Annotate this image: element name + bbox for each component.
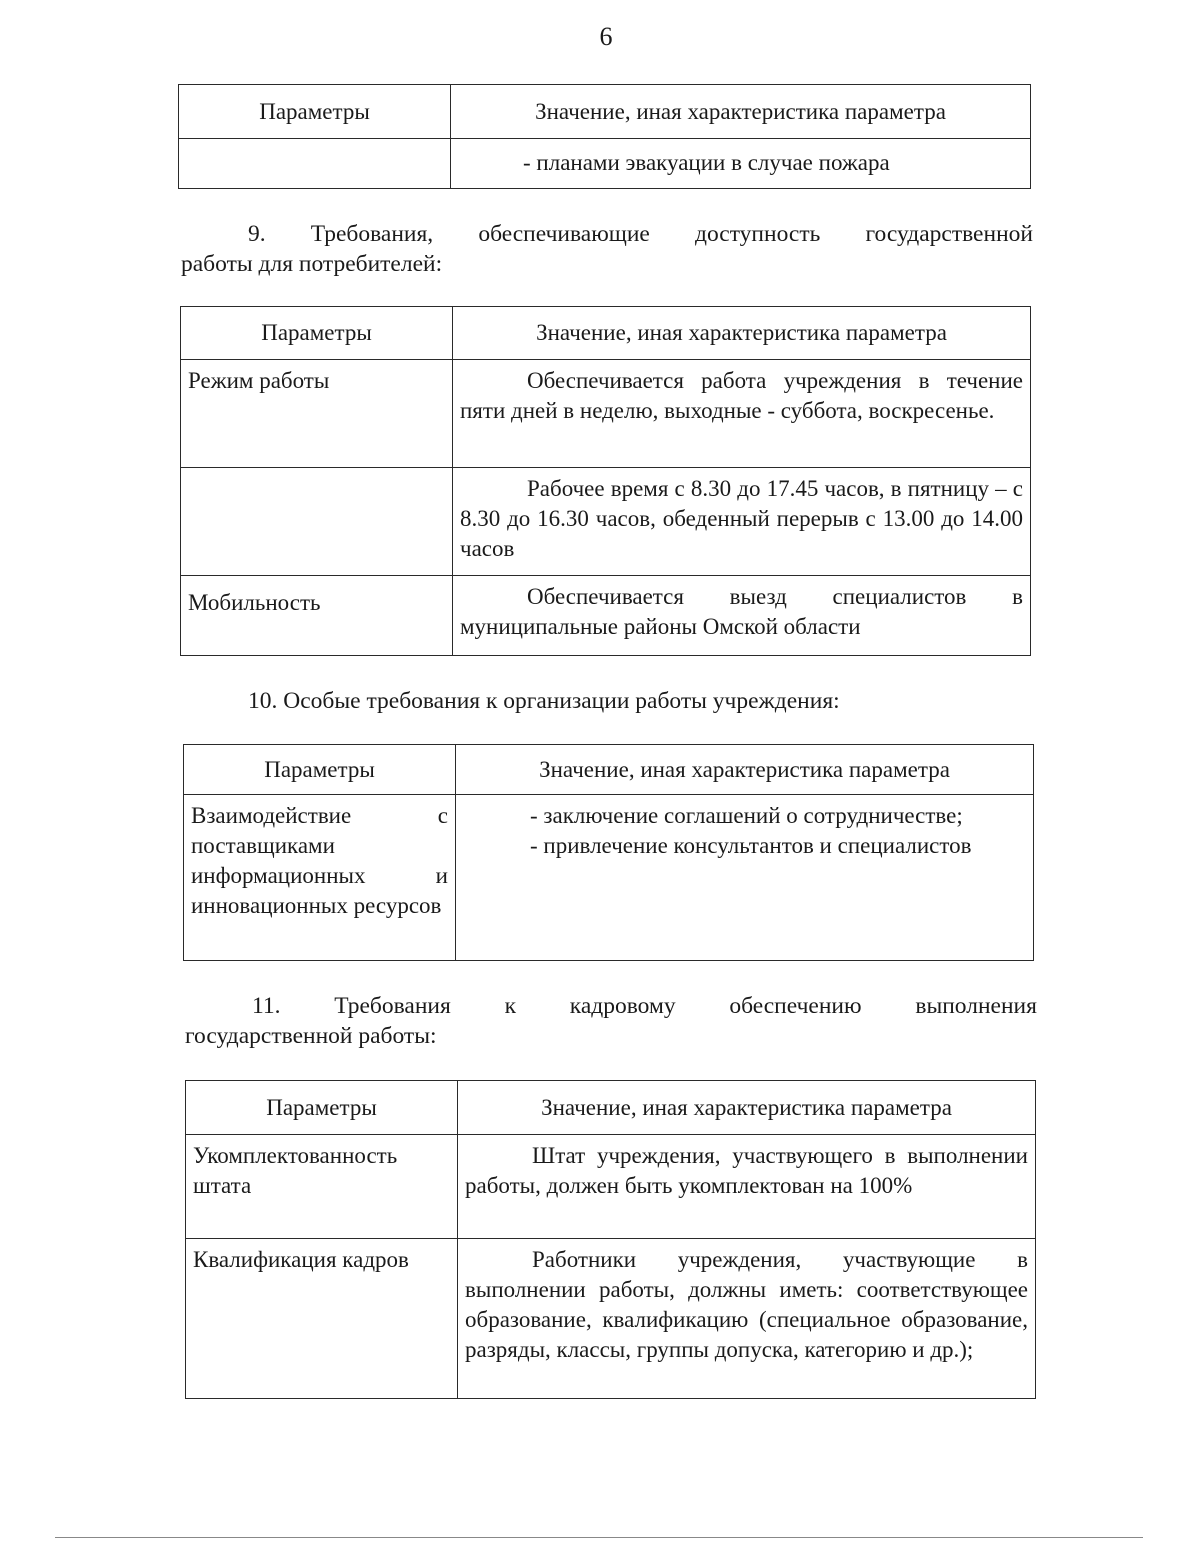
table-row [181,360,1031,468]
header-value: Значение, иная характеристика параметра [451,85,1031,139]
value-cell [456,795,1034,961]
header-value: Значение, иная характеристика параметра [458,1081,1036,1135]
table-row [186,1239,1036,1399]
header-params: Параметры [184,745,456,795]
header-value: Значение, иная характеристика параметра [456,745,1034,795]
param-cell [181,576,453,656]
table-row [179,139,1031,189]
heading-word: государственной [865,221,1033,247]
value-cell: Обеспечивается выезд специалистов в муниципальные районы Омской области [453,576,1031,656]
table-staffing [185,1080,1036,1399]
heading-line-2: государственной работы: [185,1023,437,1049]
table-row [181,576,1031,656]
table-header-row [186,1081,1036,1135]
value-cell [451,139,1031,189]
header-params: Параметры [179,85,451,139]
value-text: - планами эвакуации в случае пожара [523,149,890,175]
section-11-heading [185,991,1037,1051]
value-item: - заключение соглашений о сотрудничестве; [530,803,963,828]
value-cell: Обеспечивается работа учреждения в течение пяти дней в неделю, выходные - суббота, воскресенье. [453,360,1031,468]
table-row [184,795,1034,961]
table-continued [178,84,1031,189]
header-value: Значение, иная характеристика параметра [453,307,1031,360]
table-row [186,1135,1036,1239]
heading-word: кадровому [569,993,676,1019]
heading-word: 11. [252,993,281,1019]
table-special-requirements [183,744,1034,961]
heading-word: доступность [695,221,821,247]
heading-line-1: 10. Особые требования к организации работы учреждения: [248,688,840,714]
table-header-row [184,745,1034,795]
param-cell: Режим работы [181,360,453,468]
page-number: 6 [599,22,613,51]
header-params: Параметры [181,307,453,360]
param-cell: Взаимодействие с поставщиками информационных и инновационных ресурсов [184,795,456,961]
param-cell: Укомплектованность штата [186,1135,458,1239]
table-header-row [181,307,1031,360]
heading-word: выполнения [915,993,1037,1019]
heading-word: Требования, [310,221,434,247]
bottom-divider [55,1537,1143,1538]
value-cell: Рабочее время с 8.30 до 17.45 часов, в пятницу – с 8.30 до 16.30 часов, обеденный перерыв с 13.00 до 14.00 часов [453,468,1031,576]
heading-word: 9. [248,221,266,247]
heading-line-2: работы для потребителей: [181,251,443,277]
section-10-heading [181,686,1033,716]
param-cell: Квалификация кадров [186,1239,458,1399]
value-cell: Работники учреждения, участвующие в выполнении работы, должны иметь: соответствующее образование, квалификацию (специальное образование, разряды, классы, группы допуска, категорию и др.); [458,1239,1036,1399]
value-cell: Штат учреждения, участвующего в выполнении работы, должен быть укомплектован на 100% [458,1135,1036,1239]
param-cell [179,139,451,189]
table-row [181,468,1031,576]
value-item: - привлечение консультантов и специалистов [530,833,972,858]
heading-word: обеспечению [729,993,862,1019]
section-9-heading [181,219,1033,279]
heading-word: к [504,993,516,1019]
table-header-row [179,85,1031,139]
param-text: Мобильность [188,590,321,615]
heading-word: обеспечивающие [478,221,650,247]
param-cell [181,468,453,576]
header-params: Параметры [186,1081,458,1135]
heading-word: Требования [334,993,451,1019]
table-accessibility [180,306,1031,656]
